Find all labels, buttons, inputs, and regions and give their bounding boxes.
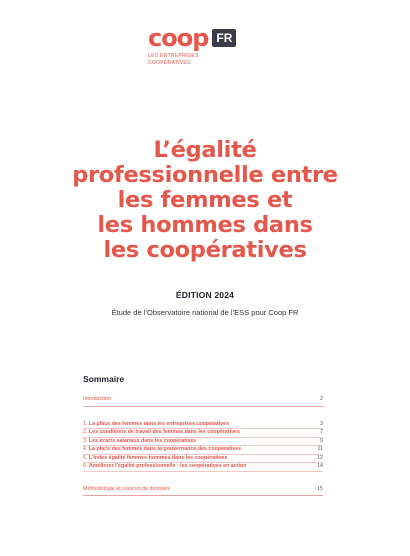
title-line: les femmes et [117,187,293,213]
toc-item-label: Méthodologie et sources de données [83,485,170,492]
toc-item-number: 5. [83,454,88,461]
toc-item-label: Introduction [83,396,111,402]
toc-item-chapter-4[interactable] [83,446,323,455]
toc-item-page: 15 [317,485,323,492]
toc-item-page: 9 [320,437,323,444]
title-line: les coopératives [103,237,307,263]
toc-item-introduction[interactable] [83,396,323,407]
edition-label: ÉDITION 2024 [175,290,235,300]
toc-item-number: 1. [83,420,88,427]
toc-item-label: L’index égalité femmes-hommes dans les coopératives [88,454,228,461]
toc-item-chapter-5[interactable] [83,455,323,464]
logo-tagline-1: LES ENTREPRISES [148,53,199,59]
table-of-contents [83,374,323,496]
toc-item-label: La place des femmes dans les entreprises coopératives [88,420,230,427]
logo-wordmark: coop [148,24,209,52]
title-line: professionnelle entre [72,162,338,188]
toc-item-number: 4. [83,446,88,452]
toc-item-page: 11 [317,446,323,452]
report-title [30,138,380,263]
toc-item-page: 3 [320,420,323,427]
toc-item-page: 7 [320,429,323,435]
report-subtitle: Étude de l’Observatoire national de l’ESS pour Coop FR [111,308,299,317]
toc-item-number: 2. [83,429,88,435]
coop-fr-logo [148,24,258,68]
toc-item-page: 2 [320,396,323,402]
toc-item-chapter-1[interactable] [83,421,323,430]
toc-heading: Sommaire [83,374,125,384]
toc-item-page: 14 [317,463,323,469]
toc-chapters [83,421,323,472]
toc-item-chapter-6[interactable] [83,463,323,472]
toc-item-methodology[interactable] [83,486,323,497]
toc-item-label: La place des femmes dans la gouvernance des coopératives [88,446,242,452]
toc-item-chapter-2[interactable] [83,429,323,438]
toc-item-chapter-3[interactable] [83,438,323,447]
logo-tagline-2: COOPÉRATIVES [148,60,191,66]
toc-item-page: 12 [317,454,323,461]
toc-item-label: Les écarts salariaux dans les coopératives [88,437,197,444]
logo-badge: FR [212,29,236,47]
toc-item-number: 3. [83,437,88,444]
toc-item-number: 6. [83,463,88,469]
title-line: L’égalité [153,137,257,163]
toc-item-label: Améliorer l’égalité professionnelle : les coopératives en action [88,463,247,469]
toc-item-label: Les conditions de travail des femmes dans les coopératives [88,429,240,435]
title-line: les hommes dans [97,212,313,238]
